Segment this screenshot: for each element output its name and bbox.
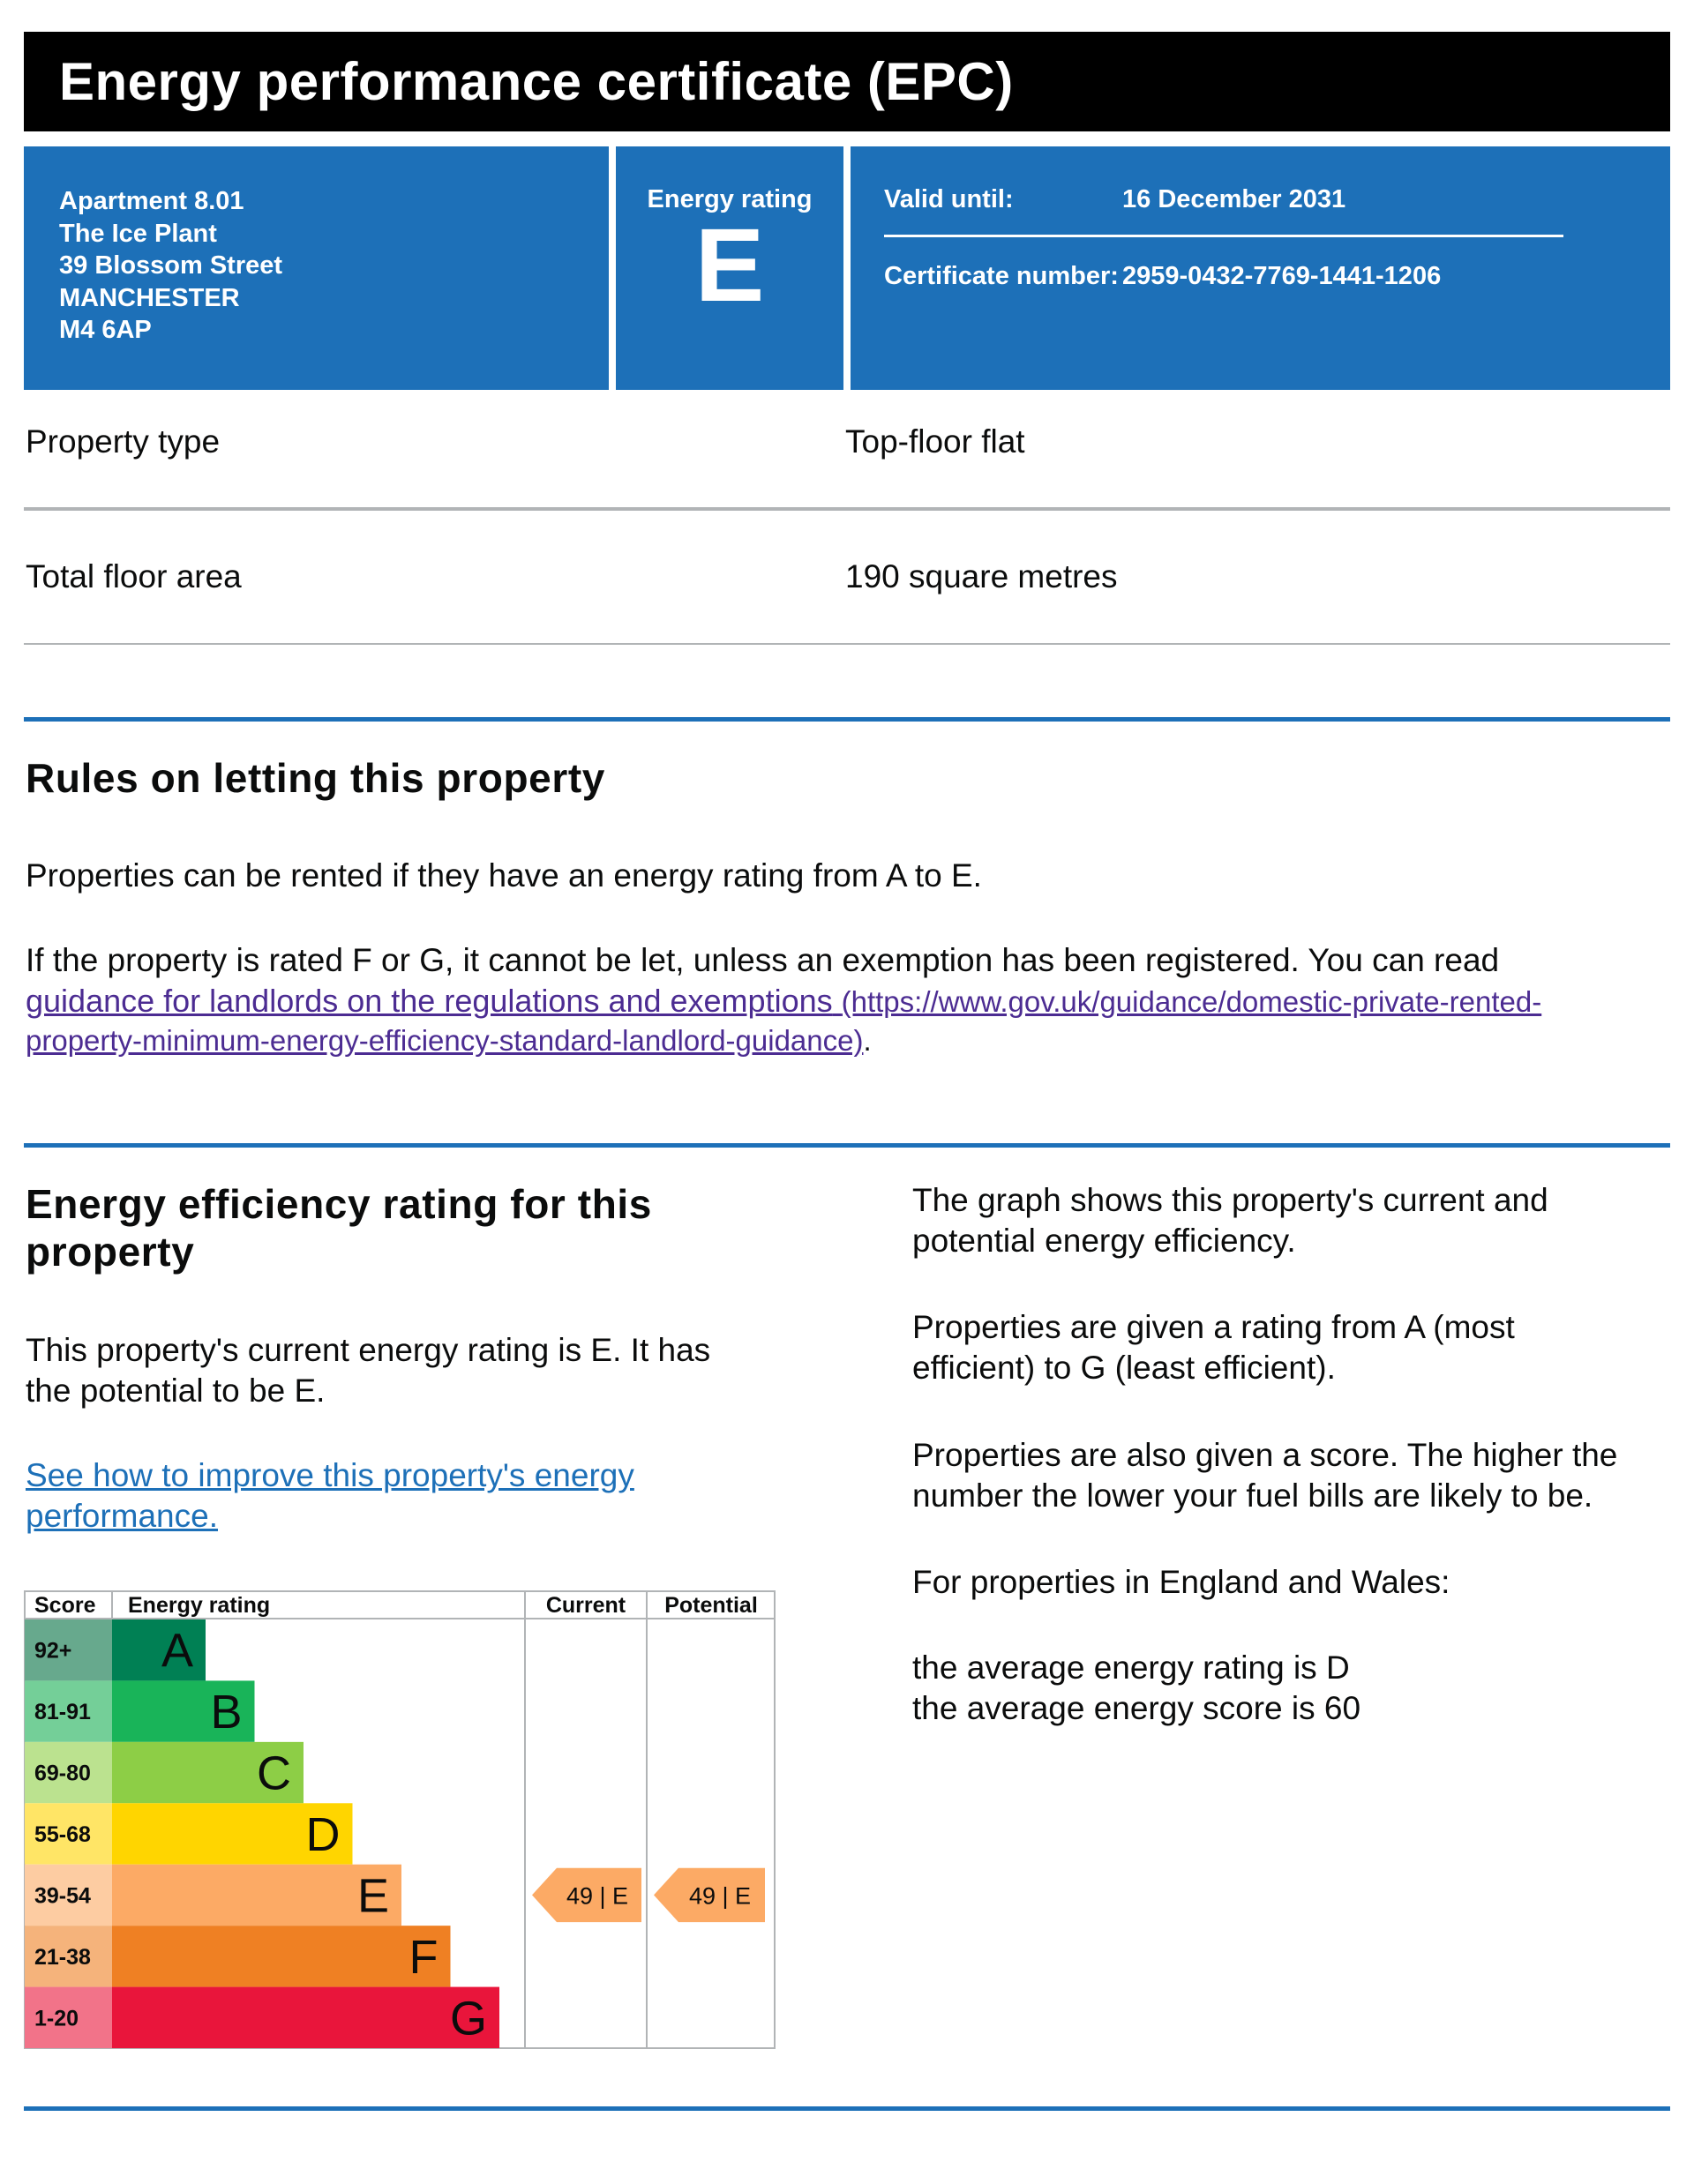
graph-explanation [912, 1180, 1548, 1261]
energy-rating-chart [24, 1590, 776, 2049]
chart-header-current: Current [545, 1593, 626, 1618]
energy-rating-chart-svg [24, 1590, 776, 2049]
guidance-link-line-2 [26, 1021, 1675, 1061]
address-line-5: M4 6AP [59, 316, 152, 344]
score-explanation [912, 1435, 1617, 1516]
average-rating-line: the average energy rating is D [912, 1649, 1350, 1686]
rating-bar-g [112, 1987, 499, 2048]
rating-explanation-line-1: Properties are given a rating from A (most [912, 1309, 1515, 1345]
letting-paragraph-1: Properties can be rented if they have an energy rating from A to E. [26, 857, 982, 894]
page-title: Energy performance certificate (EPC) [59, 52, 1014, 111]
guidance-link-url-2: property-minimum-energy-efficiency-standard-landlord-guidance) [26, 1024, 864, 1057]
guidance-link-text: guidance for landlords on the regulations and exemptions [26, 983, 833, 1019]
rating-explanation [912, 1307, 1515, 1388]
guidance-link-line-1 [26, 981, 1675, 1022]
certificate-number-label: Certificate number: [884, 262, 1119, 290]
chart-header-score: Score [34, 1593, 96, 1618]
average-rating-text [912, 1648, 1360, 1729]
score-range-label: 1-20 [34, 2006, 79, 2031]
validity-divider [884, 235, 1563, 237]
row-divider [24, 643, 1670, 645]
energy-rating-label: Energy rating [647, 185, 813, 213]
section-divider [24, 2106, 1670, 2111]
address-line-4: MANCHESTER [59, 283, 240, 312]
section-divider [24, 1143, 1670, 1148]
certificate-number: 2959-0432-7769-1441-1206 [1122, 262, 1442, 290]
england-wales-text: For properties in England and Wales: [912, 1564, 1450, 1600]
score-range-label: 55-68 [34, 1822, 91, 1847]
property-type-value: Top-floor flat [845, 423, 1025, 460]
improve-performance-link[interactable] [26, 1455, 634, 1537]
rating-letter-c: C [257, 1746, 291, 1800]
energy-rating-panel [616, 146, 843, 390]
letting-paragraph-end: . [863, 1024, 872, 1057]
guidance-link-continued[interactable] [26, 1024, 863, 1057]
score-range-label: 39-54 [34, 1883, 91, 1909]
guidance-link-url-1: (https://www.gov.uk/guidance/domestic-private-rented- [841, 985, 1542, 1018]
address-line-3: 39 Blossom Street [59, 251, 283, 280]
efficiency-heading-line-1: Energy efficiency rating for this [26, 1181, 652, 1227]
rating-letter-d: D [305, 1808, 341, 1861]
guidance-link[interactable] [26, 983, 1541, 1019]
efficiency-heading-line-2: property [26, 1229, 195, 1275]
improve-link-line-1: See how to improve this property's energy [26, 1457, 634, 1493]
letting-paragraph-2 [26, 940, 1675, 1061]
rating-explanation-line-2: efficient) to G (least efficient). [912, 1350, 1336, 1386]
average-score-line: the average energy score is 60 [912, 1690, 1361, 1726]
improve-link-block [26, 1455, 634, 1537]
potential-rating-label: 49 | E [688, 1882, 752, 1910]
efficiency-current-line-1: This property's current energy rating is E. It has [26, 1332, 711, 1368]
chart-header-potential: Potential [664, 1593, 758, 1618]
score-range-label: 81-91 [34, 1700, 91, 1725]
rating-letter-a: A [161, 1624, 193, 1678]
letting-paragraph-2-text: If the property is rated F or G, it cannot be let, unless an exemption has been registered. You can read [26, 942, 1500, 978]
validity-panel [851, 146, 1670, 390]
improve-link-line-2: performance. [26, 1498, 218, 1534]
valid-until-date: 16 December 2031 [1122, 185, 1346, 213]
score-explanation-line-2: number the lower your fuel bills are likely to be. [912, 1477, 1593, 1514]
property-type-label: Property type [26, 423, 221, 460]
rating-letter-b: B [210, 1686, 243, 1739]
section-divider [24, 717, 1670, 722]
rating-bar-f [112, 1926, 451, 1986]
floor-area-value: 190 square metres [845, 558, 1118, 595]
valid-until-label: Valid until: [884, 185, 1014, 213]
row-divider [24, 507, 1670, 511]
efficiency-current-text [26, 1330, 710, 1411]
score-range-label: 92+ [34, 1638, 72, 1664]
current-rating-label: 49 | E [566, 1882, 629, 1910]
efficiency-heading [26, 1180, 652, 1275]
chart-header-rating: Energy rating [128, 1593, 271, 1618]
title-bar [24, 32, 1670, 131]
address-panel [24, 146, 609, 390]
address-line-1: Apartment 8.01 [59, 187, 244, 215]
graph-explanation-line-2: potential energy efficiency. [912, 1223, 1296, 1259]
floor-area-label: Total floor area [26, 558, 242, 595]
efficiency-current-line-2: the potential to be E. [26, 1372, 326, 1409]
rating-letter-g: G [449, 1992, 487, 2046]
score-explanation-line-1: Properties are also given a score. The higher the [912, 1437, 1618, 1473]
score-range-label: 21-38 [34, 1944, 91, 1970]
rating-letter-e: E [356, 1869, 389, 1923]
letting-heading: Rules on letting this property [26, 755, 605, 801]
score-range-label: 69-80 [34, 1761, 91, 1786]
energy-rating-letter: E [694, 207, 765, 324]
address-line-2: The Ice Plant [59, 219, 217, 248]
rating-letter-f: F [409, 1930, 438, 1984]
address [59, 185, 282, 347]
graph-explanation-line-1: The graph shows this property's current and [912, 1182, 1548, 1218]
